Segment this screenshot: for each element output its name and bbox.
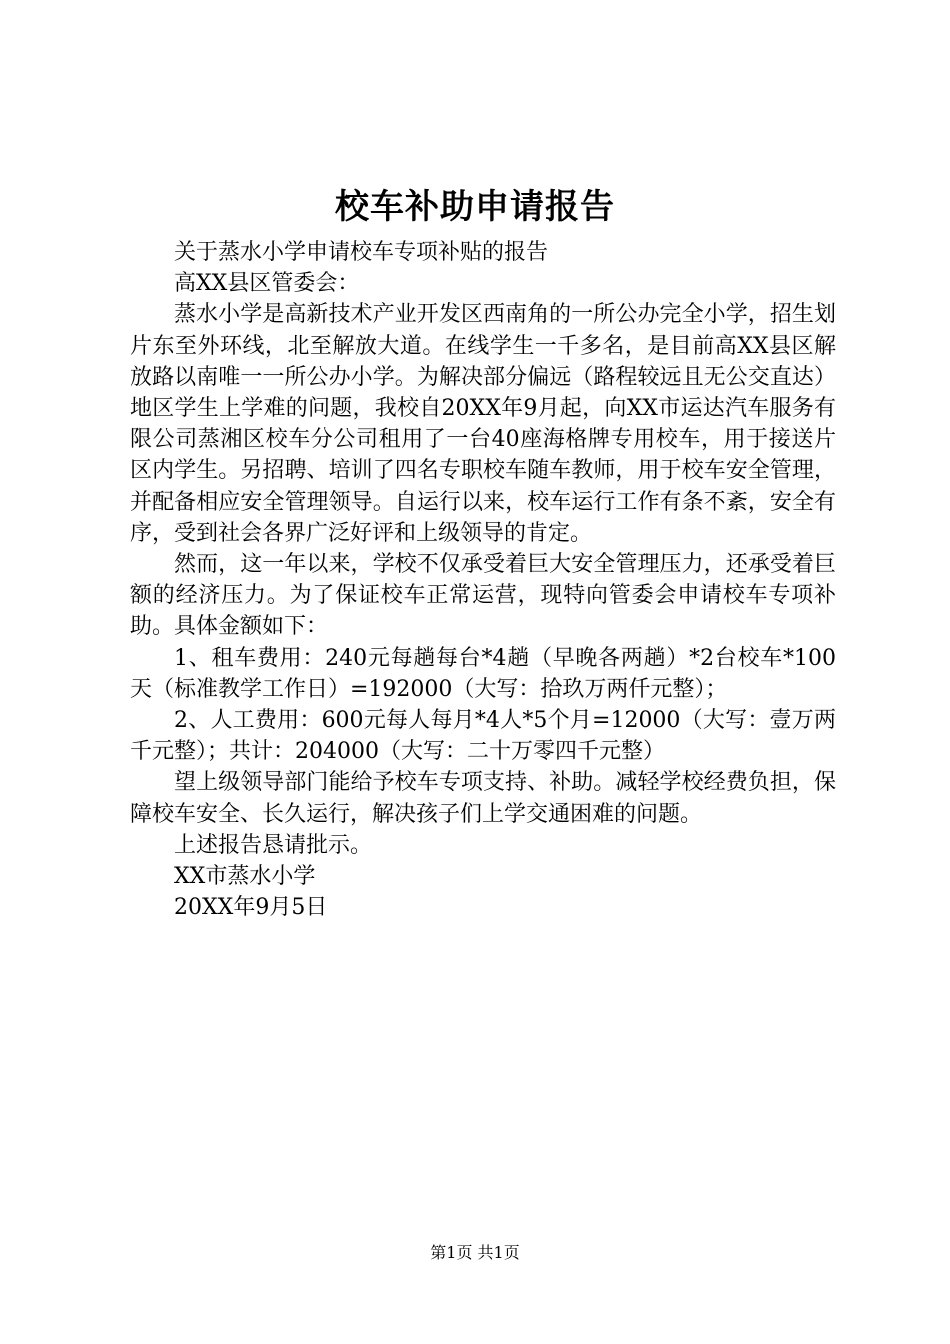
addressee: 高XX县区管委会： [174, 271, 360, 297]
document-title: 校车补助申请报告 [335, 187, 615, 227]
paragraph-labor-cost: 2、人工费用：600元每人每月*4人*5个月=12000（大写：壹万两千元整）；共计：204000（大写：二十万零四千元整） [130, 708, 836, 765]
signature-date: 20XX年9月5日 [174, 895, 328, 921]
signature-organization: XX市蒸水小学 [174, 864, 316, 890]
paragraph-background: 蒸水小学是高新技术产业开发区西南角的一所公办完全小学，招生划片东至外环线，北至解放大道。在线学生一千多名，是目前高XX县区解放路以南唯一一所公办小学。为解决部分偏远（路程较远且无公交直达）地区学生上学难的问题，我校自20XX年9月起，向XX市运达汽车服务有限公司蒸湘区校车分公司租用了一台40座海格牌专用校车，用于接送片区内学生。另招聘、培训了四名专职校车随车教师，用于校车安全管理，并配备相应安全管理领导。自运行以来，校车运行工作有条不紊，安全有序，受到社会各界广泛好评和上级领导的肯定。 [130, 302, 836, 546]
report-subject: 关于蒸水小学申请校车专项补贴的报告 [174, 240, 549, 265]
paragraph-appeal: 望上级领导部门能给予校车专项支持、补助。减轻学校经费负担，保障校车安全、长久运行，解决孩子们上学交通困难的问题。 [130, 770, 836, 827]
document-body [130, 237, 836, 923]
closing-request: 上述报告恳请批示。 [174, 832, 373, 858]
paragraph-request: 然而，这一年以来，学校不仅承受着巨大安全管理压力，还承受着巨额的经济压力。为了保证校车正常运营，现特向管委会申请校车专项补助。具体金额如下： [130, 552, 836, 640]
page-footer: 第1页 共1页 [430, 1243, 520, 1262]
paragraph-rental-cost: 1、租车费用：240元每趟每台*4趟（早晚各两趟）*2台校车*100天（标准教学工作日）=192000（大写：拾玖万两仟元整）； [130, 645, 836, 702]
